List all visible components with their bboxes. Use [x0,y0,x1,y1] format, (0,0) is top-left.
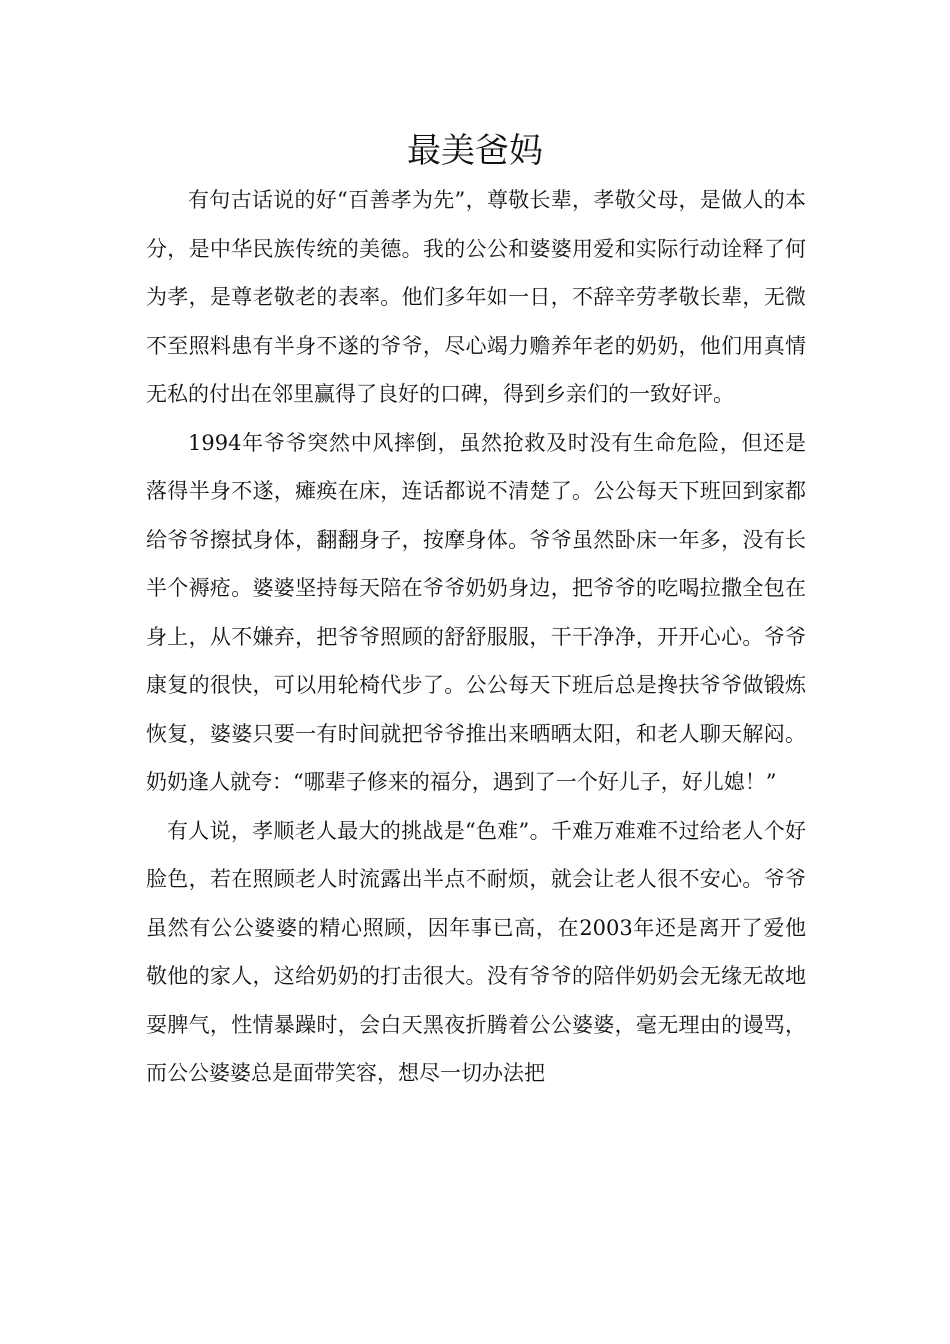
document-body [146,176,806,1098]
document-title: 最美爸妈 [407,131,543,171]
paragraph-3: 有人说，孝顺老人最大的挑战是“色难”。千难万难难不过给老人个好脸色，若在照顾老人时流露出半点不耐烦，就会让老人很不安心。爷爷虽然有公公婆婆的精心照顾，因年事已高，在2003年还是离开了爱他敬他的家人，这给奶奶的打击很大。没有爷爷的陪伴奶奶会无缘无故地耍脾气，性情暴躁时，会白天黑夜折腾着公公婆婆，毫无理由的谩骂，而公公婆婆总是面带笑容，想尽一切办法把 [146,818,806,1085]
paragraph-2: 1994年爷爷突然中风摔倒，虽然抢救及时没有生命危险，但还是落得半身不遂，瘫痪在床，连话都说不清楚了。公公每天下班回到家都给爷爷擦拭身体，翻翻身子，按摩身体。爷爷虽然卧床一年多，没有长半个褥疮。婆婆坚持每天陪在爷爷奶奶身边，把爷爷的吃喝拉撒全包在身上，从不嫌弃，把爷爷照顾的舒舒服服，干干净净，开开心心。爷爷康复的很快，可以用轮椅代步了。公公每天下班后总是搀扶爷爷做锻炼恢复，婆婆只要一有时间就把爷爷推出来晒晒太阳，和老人聊天解闷。奶奶逢人就夸：“哪辈子修来的福分，遇到了一个好儿子，好儿媳！” [146,430,806,794]
paragraph-1: 有句古话说的好“百善孝为先”，尊敬长辈，孝敬父母，是做人的本分，是中华民族传统的美德。我的公公和婆婆用爱和实际行动诠释了何为孝，是尊老敬老的表率。他们多年如一日，不辞辛劳孝敬长辈，无微不至照料患有半身不遂的爷爷，尽心竭力赡养年老的奶奶，他们用真情无私的付出在邻里赢得了良好的口碑，得到乡亲们的一致好评。 [146,188,806,406]
